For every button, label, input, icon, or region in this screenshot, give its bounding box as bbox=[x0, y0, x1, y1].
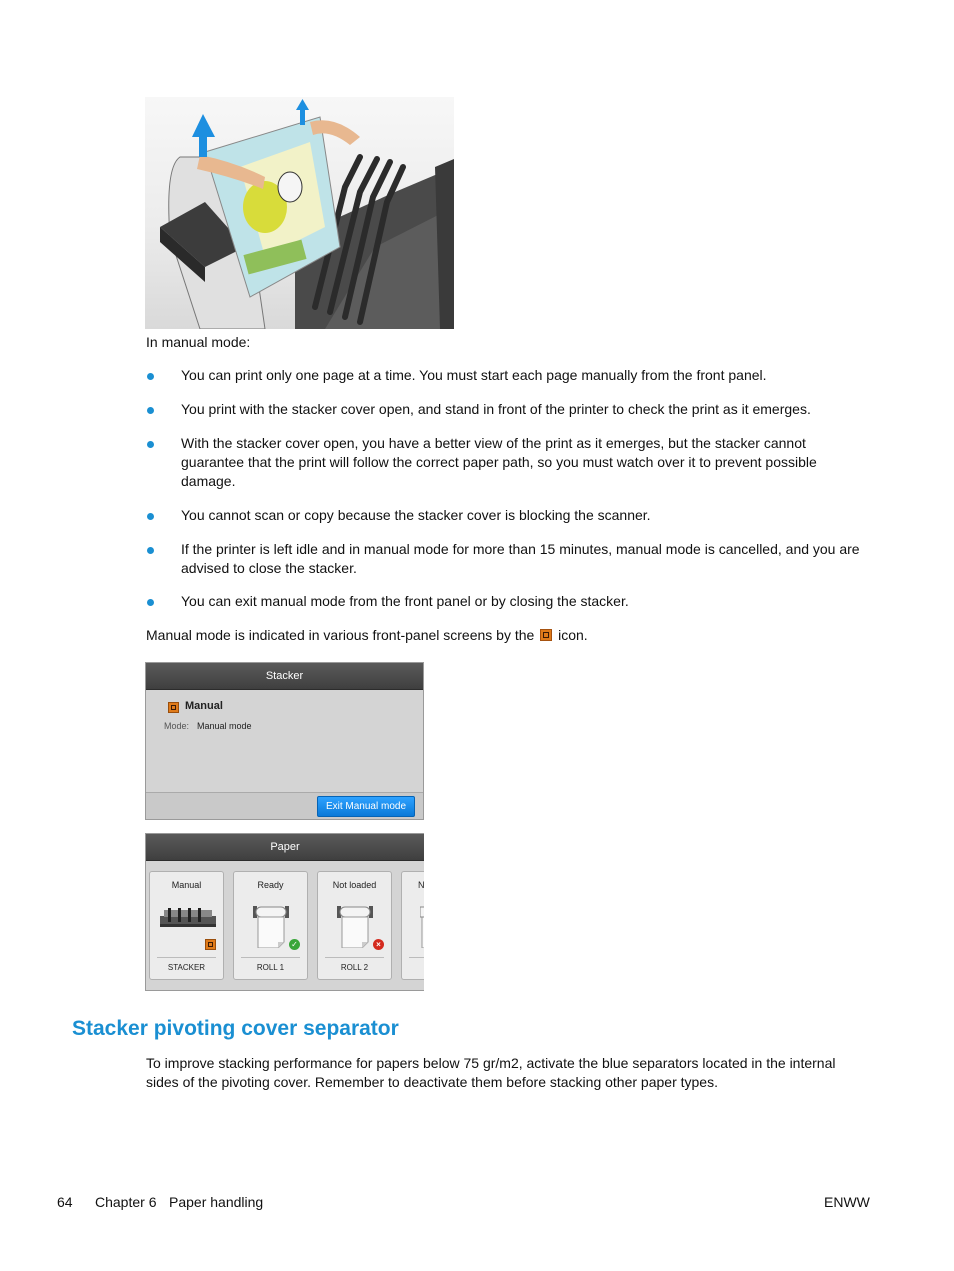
card-divider bbox=[325, 957, 384, 958]
bullet-marker bbox=[147, 599, 154, 606]
card-divider bbox=[157, 957, 216, 958]
bullet-marker bbox=[147, 547, 154, 554]
indicator-sentence bbox=[146, 626, 876, 645]
card-divider bbox=[409, 957, 424, 958]
stacker-icon bbox=[158, 904, 218, 934]
bullet-marker bbox=[147, 373, 154, 380]
section-heading: Stacker pivoting cover separator bbox=[72, 1017, 399, 1040]
mode-value: Manual mode bbox=[197, 721, 252, 731]
paper-card-roll-2[interactable] bbox=[317, 871, 392, 980]
paper-roll-icon bbox=[252, 904, 290, 948]
card-name: STACKER bbox=[167, 963, 206, 972]
stacker-screen-body bbox=[146, 690, 423, 796]
bullet-marker bbox=[147, 407, 154, 414]
manual-mode-icon bbox=[205, 939, 216, 950]
bullet-item: If the printer is left idle and in manual mode for more than 15 minutes, manual mode is cancelled, and you are advised to close the stacker. bbox=[181, 541, 860, 576]
paper-screen bbox=[145, 833, 424, 991]
printer-stacker-photo bbox=[145, 97, 454, 329]
paper-card-stacker[interactable] bbox=[149, 871, 224, 980]
card-status: Manual bbox=[171, 880, 202, 890]
card-status: Not loaded bbox=[332, 880, 377, 890]
card-status: N bbox=[418, 880, 424, 890]
footer-right-label: ENWW bbox=[824, 1194, 870, 1210]
card-name: ROLL 2 bbox=[340, 963, 369, 972]
card-name: ROLL 1 bbox=[256, 963, 285, 972]
indicator-text-after: icon. bbox=[558, 627, 588, 643]
stacker-screen-title: Stacker bbox=[146, 663, 423, 690]
paper-roll-icon bbox=[336, 904, 374, 948]
error-icon: × bbox=[373, 939, 384, 950]
intro-text: In manual mode: bbox=[146, 334, 251, 350]
manual-mode-icon bbox=[540, 629, 552, 641]
bullet-marker bbox=[147, 513, 154, 520]
card-divider bbox=[241, 957, 300, 958]
paper-card-partial[interactable] bbox=[401, 871, 424, 980]
paper-roll-icon bbox=[420, 904, 424, 948]
page-number: 64 bbox=[57, 1194, 73, 1210]
check-icon: ✓ bbox=[289, 939, 300, 950]
exit-manual-mode-button[interactable]: Exit Manual mode bbox=[317, 796, 415, 817]
bullet-marker bbox=[147, 441, 154, 448]
paper-screen-title: Paper bbox=[146, 834, 424, 861]
section-body: To improve stacking performance for papers below 75 gr/m2, activate the blue separators located in the internal sides of the pivoting cover. Remember to deactivate them before stacking other paper types. bbox=[146, 1055, 836, 1090]
footer-chapter: Chapter 6 bbox=[95, 1194, 157, 1210]
printer-illustration bbox=[145, 97, 454, 329]
bullet-item: You print with the stacker cover open, and stand in front of the printer to check the print as it emerges. bbox=[181, 401, 811, 417]
stacker-status: Manual bbox=[185, 700, 223, 712]
footer-chapter-title: Paper handling bbox=[169, 1194, 264, 1210]
mode-label: Mode: bbox=[164, 721, 190, 731]
paper-card-roll-1[interactable] bbox=[233, 871, 308, 980]
bullet-item: You can exit manual mode from the front panel or by closing the stacker. bbox=[181, 593, 629, 609]
stacker-screen bbox=[145, 662, 424, 820]
bullet-item: With the stacker cover open, you have a better view of the print as it emerges, but the stacker cannot guarantee that the print will follow the correct paper path, so you must watch over it to prevent possible damage. bbox=[181, 435, 817, 489]
stacker-screen-footer bbox=[146, 792, 423, 819]
card-status: Ready bbox=[257, 880, 284, 890]
indicator-text-before: Manual mode is indicated in various front-panel screens by the bbox=[146, 627, 535, 643]
bullet-item: You can print only one page at a time. You must start each page manually from the front panel. bbox=[181, 367, 767, 383]
manual-mode-icon bbox=[168, 702, 179, 713]
bullet-item: You cannot scan or copy because the stacker cover is blocking the scanner. bbox=[181, 507, 651, 523]
